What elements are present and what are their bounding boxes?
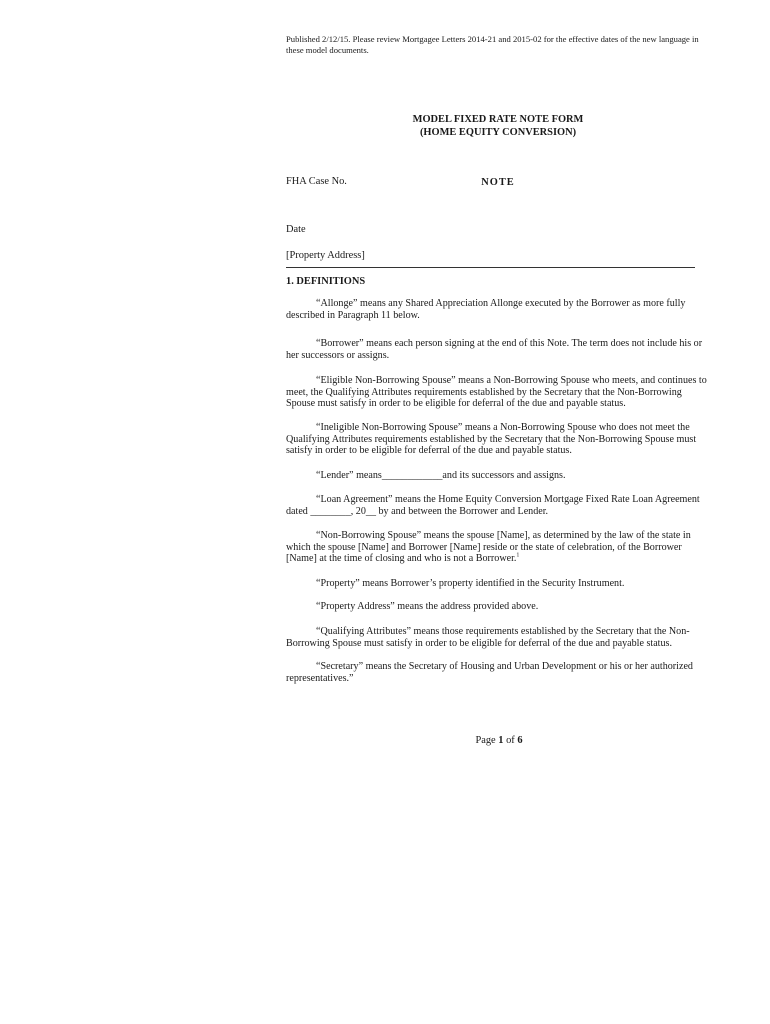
definition-secretary: “Secretary” means the Secretary of Housing and Urban Development or his or her authorized representatives.” [286,661,693,684]
date-label: Date [286,224,306,235]
definition-property-address: “Property Address” means the address provided above. [316,601,539,612]
title-line-1: MODEL FIXED RATE NOTE FORM [412,114,584,125]
definition-lender: “Lender” means____________and its successors and assigns. [316,470,566,481]
definition-ineligible-non-borrowing-spouse: “Ineligible Non-Borrowing Spouse” means a Non-Borrowing Spouse who does not meet the Qualifying Attributes requirements established by the Secretary that the Non-Borrowing Spouse must satisfy in order to be eligible for deferral of the due and payable status. [286,422,697,457]
definition-qualifying-attributes: “Qualifying Attributes” means those requirements established by the Secretary that the Non-Borrowing Spouse must satisfy in order to be eligible for deferral of the due and payable status. [286,626,690,649]
page-of: of [506,735,515,746]
definition-non-borrowing-spouse-text: “Non-Borrowing Spouse” means the spouse [Name], as determined by the law of the state in which the spouse [Name] and Borrower [Name] reside or the state of celebration, of the Borrower [Name] at the time of closing and who is not a Borrower. [286,530,691,565]
page-total: 6 [517,735,523,746]
footnote-marker: 1 [516,552,520,559]
definition-allonge: “Allonge” means any Shared Appreciation Allonge executed by the Borrower as more fully described in Paragraph 11 below. [286,298,686,321]
page-number [286,735,712,746]
definition-property: “Property” means Borrower’s property identified in the Security Instrument. [316,578,625,589]
page-word: Page [475,735,496,746]
definition-loan-agreement: “Loan Agreement” means the Home Equity Conversion Mortgage Fixed Rate Loan Agreement dated ________, 20__ by and between the Borrower and Lender. [286,494,700,517]
definition-non-borrowing-spouse [286,530,712,565]
property-address-label: [Property Address] [286,250,365,261]
section-heading: 1. DEFINITIONS [286,276,366,287]
note-heading: NOTE [481,177,515,188]
divider-line [286,267,695,268]
definition-borrower: “Borrower” means each person signing at the end of this Note. The term does not include his or her successors or assigns. [286,338,703,361]
document-title [286,113,710,139]
definition-eligible-non-borrowing-spouse: “Eligible Non-Borrowing Spouse” means a Non-Borrowing Spouse who meets, and continues to meet, the Qualifying Attributes requirements established by the Secretary that the Non-Borrowing Spouse must satisfy in order to be eligible for deferral of the due and payable status. [286,375,707,410]
title-line-2: (HOME EQUITY CONVERSION) [419,127,577,138]
published-note: Published 2/12/15. Please review Mortgagee Letters 2014-21 and 2015-02 for the effective dates of the new language in these model documents. [286,34,699,55]
fha-case-label: FHA Case No. [286,176,347,187]
page-current: 1 [498,735,504,746]
